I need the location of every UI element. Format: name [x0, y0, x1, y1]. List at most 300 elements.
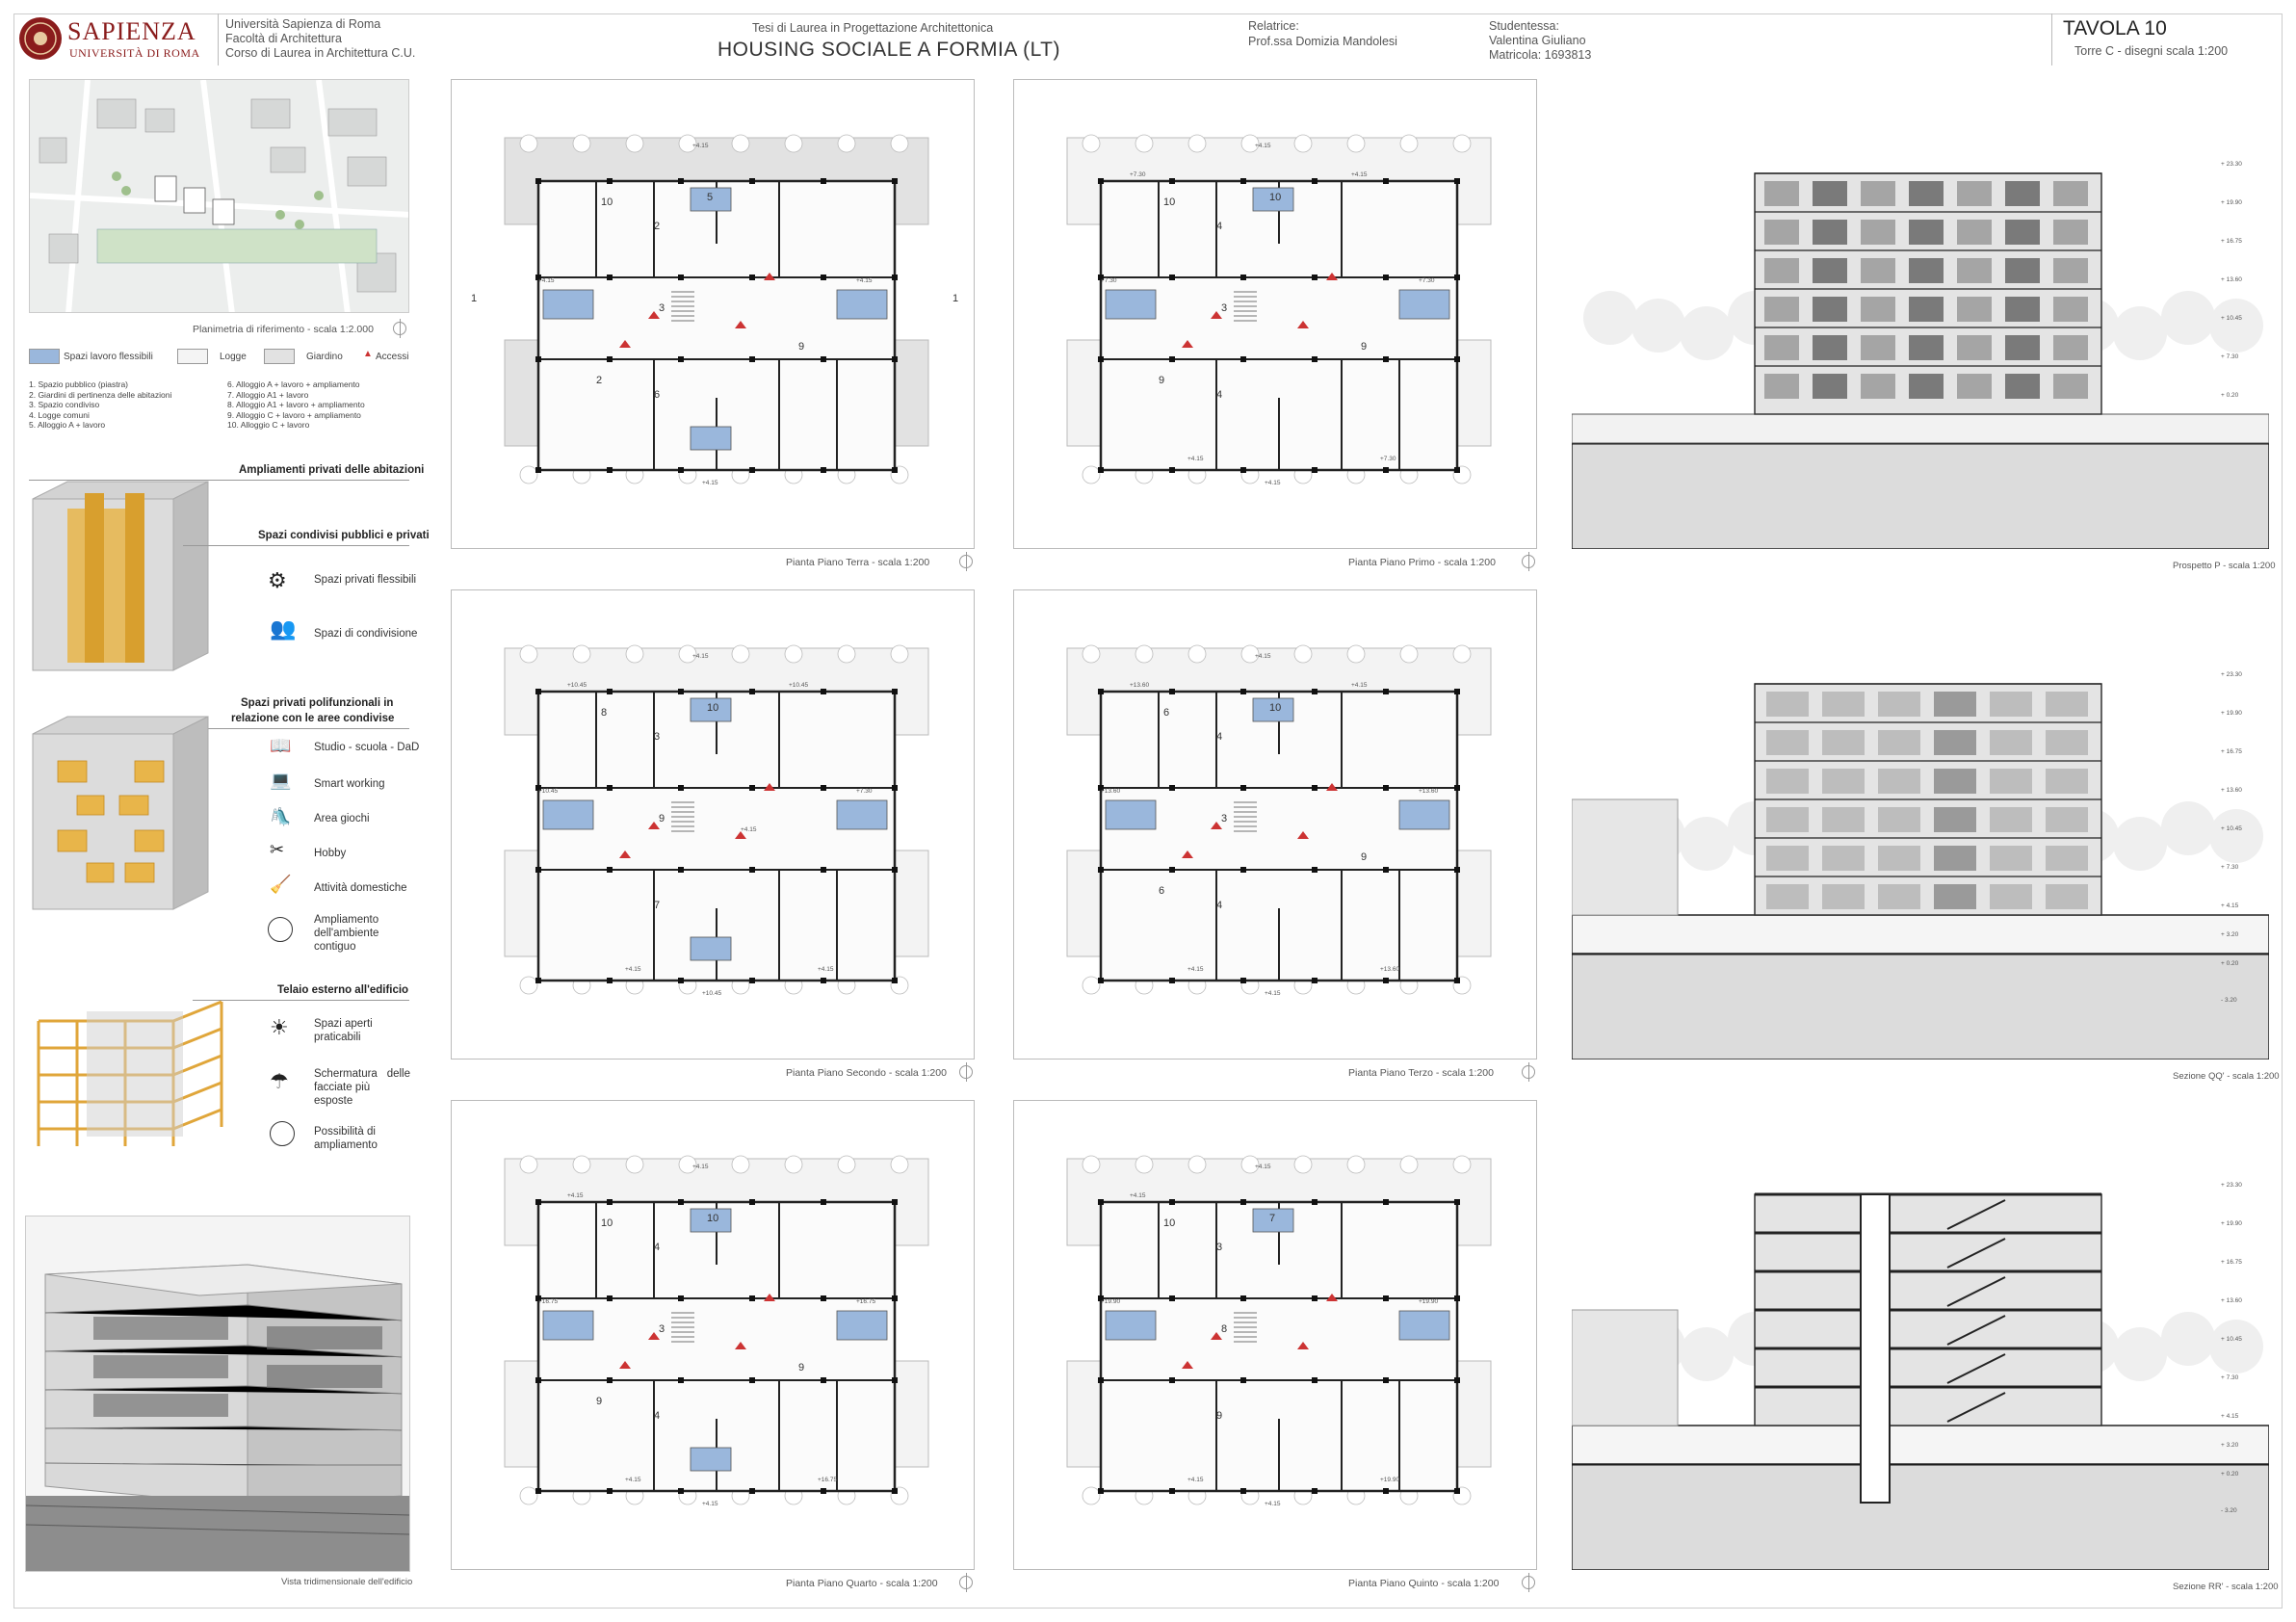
room-number: 3 — [1216, 1242, 1223, 1253]
university-seal-icon — [17, 15, 64, 62]
north-arrow-icon — [959, 1065, 973, 1079]
site-plan-drawing — [30, 80, 409, 313]
flexible-work-space — [837, 1311, 887, 1340]
structural-column — [1240, 785, 1246, 791]
level-mark: +4.15 — [692, 1164, 709, 1170]
structural-column — [1454, 1377, 1460, 1383]
legend-item: 2. Giardini di pertinenza delle abitazioni — [29, 389, 172, 400]
level-mark: +7.30 — [1130, 171, 1146, 178]
tree-canopy — [838, 645, 855, 663]
person-sun-icon: ☀ — [270, 1015, 289, 1039]
structural-column — [678, 1295, 684, 1301]
structural-column — [1383, 356, 1389, 362]
north-arrow-icon — [1522, 555, 1535, 568]
structural-column — [1383, 867, 1389, 873]
structural-column — [1169, 867, 1175, 873]
room-number: 9 — [659, 813, 665, 824]
room-number: 4 — [654, 1410, 661, 1422]
structural-column — [1312, 1377, 1318, 1383]
window — [1957, 374, 1992, 399]
housework-icon: 🧹 — [270, 875, 292, 894]
structural-column — [607, 467, 613, 473]
structural-column — [607, 275, 613, 280]
background-tree — [2113, 1327, 2167, 1381]
window — [2005, 181, 2040, 206]
structural-column — [1240, 689, 1246, 694]
structural-column — [1383, 275, 1389, 280]
structural-column — [821, 785, 826, 791]
structural-column — [749, 978, 755, 983]
structural-column — [1169, 1295, 1175, 1301]
structural-column — [678, 785, 684, 791]
render-caption: Vista tridimensionale dell'edificio — [281, 1577, 413, 1587]
flexible-work-space — [1399, 1311, 1449, 1340]
level-mark: +7.30 — [1419, 277, 1435, 284]
room-number: 10 — [707, 1213, 719, 1224]
level-mark: +16.75 — [538, 1298, 559, 1305]
diagram2-item: contiguo — [314, 941, 356, 953]
structural-column — [1383, 785, 1389, 791]
legend-item: 6. Alloggio A + lavoro + ampliamento — [227, 379, 360, 389]
structural-column — [1383, 467, 1389, 473]
level-mark: + 7.30 — [2221, 864, 2239, 871]
structural-column — [1454, 1199, 1460, 1205]
room-number: 8 — [1221, 1323, 1228, 1335]
window — [2046, 807, 2088, 832]
window — [1934, 846, 1976, 871]
legend-item: 4. Logge comuni — [29, 409, 90, 420]
room-number: 10 — [1163, 196, 1176, 208]
legend-item: 9. Alloggio C + lavoro + ampliamento — [227, 409, 361, 420]
structural-column — [1312, 1295, 1318, 1301]
tree-canopy — [1453, 645, 1471, 663]
structural-column — [1098, 178, 1104, 184]
tree-canopy — [1347, 645, 1365, 663]
tree-canopy — [732, 135, 749, 152]
window — [1957, 181, 1992, 206]
structural-column — [1454, 178, 1460, 184]
structural-column — [535, 867, 541, 873]
room-number: 10 — [1269, 192, 1282, 203]
level-mark: +13.60 — [1380, 966, 1400, 973]
room-number: 4 — [1216, 221, 1223, 232]
tree-canopy — [1400, 135, 1418, 152]
room-number: 4 — [654, 1242, 661, 1253]
window — [1990, 769, 2032, 794]
window — [1861, 335, 1895, 360]
section-caption: Sezione QQ' - scala 1:200 — [2173, 1071, 2280, 1082]
tree-canopy — [838, 1156, 855, 1173]
level-mark: - 3.20 — [2221, 997, 2237, 1004]
structural-column — [1312, 689, 1318, 694]
tree-canopy — [1400, 1156, 1418, 1173]
tree-canopy — [626, 1156, 643, 1173]
tree-canopy — [626, 645, 643, 663]
level-mark: +4.15 — [1265, 480, 1281, 486]
background-tree — [2209, 809, 2263, 863]
diagram2-item: Hobby — [314, 848, 347, 859]
room-number: 9 — [596, 1396, 603, 1407]
floor-plan-caption: Pianta Piano Primo - scala 1:200 — [1348, 557, 1496, 568]
structural-column — [1454, 356, 1460, 362]
sheet-subtitle: Torre C - disegni scala 1:200 — [2074, 44, 2229, 58]
student-label: Studentessa: — [1489, 19, 1559, 33]
structural-column — [892, 1488, 898, 1494]
background-tree — [2161, 801, 2215, 855]
level-mark: + 0.20 — [2221, 392, 2239, 399]
header-divider — [218, 13, 219, 65]
playground-icon: 🛝 — [270, 807, 292, 826]
level-mark: +4.15 — [1130, 1192, 1146, 1199]
thesis-kind: Tesi di Laurea in Progettazione Architettonica — [752, 21, 994, 35]
structural-column — [535, 978, 541, 983]
level-mark: + 10.45 — [2221, 315, 2242, 322]
background-tree — [1631, 299, 1685, 353]
level-mark: +16.75 — [856, 1298, 876, 1305]
basement — [1572, 443, 2269, 549]
structural-column — [1454, 689, 1460, 694]
tree-canopy — [1083, 135, 1100, 152]
structural-column — [1169, 1488, 1175, 1494]
structural-column — [1169, 785, 1175, 791]
tree-canopy — [1083, 977, 1100, 994]
structural-column — [1383, 689, 1389, 694]
room-number: 5 — [707, 192, 714, 203]
window — [1861, 181, 1895, 206]
structural-column — [1169, 689, 1175, 694]
structural-column — [892, 1295, 898, 1301]
window — [1813, 220, 1847, 245]
level-mark: +4.15 — [856, 277, 873, 284]
window — [2053, 335, 2088, 360]
level-mark: +19.90 — [1419, 1298, 1439, 1305]
tree-canopy — [520, 466, 537, 484]
level-mark: + 3.20 — [2221, 1442, 2239, 1449]
structural-column — [1383, 1295, 1389, 1301]
structural-column — [678, 867, 684, 873]
tree-canopy — [785, 645, 802, 663]
legend-item: 7. Alloggio A1 + lavoro — [227, 389, 309, 400]
legend-item: 8. Alloggio A1 + lavoro + ampliamento — [227, 400, 365, 409]
tree-canopy — [1453, 135, 1471, 152]
structural-column — [749, 356, 755, 362]
level-mark: +10.45 — [789, 682, 809, 689]
structural-column — [1240, 1377, 1246, 1383]
level-mark: + 16.75 — [2221, 238, 2242, 245]
window — [2005, 258, 2040, 283]
structural-column — [607, 1295, 613, 1301]
level-mark: - 3.20 — [2221, 1507, 2237, 1514]
level-mark: + 7.30 — [2221, 1374, 2239, 1381]
diagram3-item: Spazi aperti — [314, 1018, 373, 1030]
structural-column — [1169, 275, 1175, 280]
level-mark: +4.15 — [1265, 990, 1281, 997]
structural-column — [892, 275, 898, 280]
window — [2005, 374, 2040, 399]
flexible-work-space — [837, 290, 887, 319]
tree-canopy — [573, 1156, 590, 1173]
legend-swatch-giardino — [264, 349, 295, 364]
structural-column — [607, 1488, 613, 1494]
window — [1934, 884, 1976, 909]
house-expand-icon — [270, 1121, 295, 1146]
window — [1909, 374, 1944, 399]
floor-plan — [1013, 1100, 1537, 1570]
level-mark: + 0.20 — [2221, 1471, 2239, 1478]
room-number: 9 — [1361, 851, 1368, 863]
window — [2053, 220, 2088, 245]
structural-column — [1383, 978, 1389, 983]
window — [1764, 374, 1799, 399]
structural-column — [749, 1295, 755, 1301]
window — [1813, 297, 1847, 322]
window — [1990, 692, 2032, 717]
structural-column — [749, 785, 755, 791]
diagram2-drawing — [29, 713, 222, 925]
level-mark: + 13.60 — [2221, 787, 2242, 794]
flexible-work-space — [1106, 800, 1156, 829]
window — [1878, 846, 1920, 871]
legend-swatch-flex — [29, 349, 60, 364]
structural-column — [678, 178, 684, 184]
window — [2005, 335, 2040, 360]
basement — [1572, 954, 2269, 1060]
window — [2005, 220, 2040, 245]
level-mark: +13.60 — [1130, 682, 1150, 689]
floor-plan — [1013, 589, 1537, 1060]
structural-column — [1312, 1488, 1318, 1494]
structural-column — [1312, 178, 1318, 184]
structural-column — [678, 1199, 684, 1205]
structural-column — [1312, 867, 1318, 873]
level-mark: + 13.60 — [2221, 276, 2242, 283]
level-mark: +4.15 — [1351, 682, 1368, 689]
tree-canopy — [785, 1156, 802, 1173]
window — [1934, 769, 1976, 794]
window — [1909, 181, 1944, 206]
structural-column — [1169, 467, 1175, 473]
structural-column — [678, 467, 684, 473]
diagram2-title-a: Spazi privati polifunzionali in — [241, 697, 394, 709]
window — [1957, 220, 1992, 245]
room-number: 1 — [471, 293, 478, 304]
window — [1764, 335, 1799, 360]
structural-column — [1383, 178, 1389, 184]
structural-column — [749, 1377, 755, 1383]
legend-list-right — [227, 379, 365, 431]
structural-column — [1098, 978, 1104, 983]
structural-column — [892, 867, 898, 873]
room-number: 3 — [654, 731, 661, 743]
room-number: 3 — [1221, 813, 1228, 824]
laptop-icon: 💻 — [270, 771, 292, 790]
structural-column — [892, 178, 898, 184]
background-tree — [2161, 1312, 2215, 1366]
divider — [183, 545, 409, 546]
structural-column — [1240, 1295, 1246, 1301]
level-mark: +4.15 — [625, 966, 641, 973]
window — [1861, 258, 1895, 283]
window — [2046, 730, 2088, 755]
structural-column — [749, 467, 755, 473]
tree-canopy — [520, 645, 537, 663]
structural-column — [607, 1199, 613, 1205]
adjacent-building — [1572, 799, 1678, 915]
diagram2-item: Attività domestiche — [314, 882, 407, 894]
window — [1957, 335, 1992, 360]
room-number: 6 — [654, 389, 661, 401]
room-number: 4 — [1216, 389, 1223, 401]
structural-column — [821, 1488, 826, 1494]
legend-accessi-label: Accessi — [376, 352, 409, 362]
diagram2-item: Area giochi — [314, 813, 370, 824]
window — [1766, 730, 1809, 755]
level-mark: + 16.75 — [2221, 1259, 2242, 1266]
window — [2046, 692, 2088, 717]
flexible-work-space — [1399, 800, 1449, 829]
structural-column — [749, 689, 755, 694]
structural-column — [749, 1199, 755, 1205]
window — [2053, 258, 2088, 283]
room-number: 9 — [1159, 375, 1165, 386]
window — [1764, 181, 1799, 206]
tree-canopy — [1347, 135, 1365, 152]
university-line: Università Sapienza di Roma — [225, 17, 381, 31]
floor-plan — [451, 1100, 975, 1570]
floor-plan — [1013, 79, 1537, 549]
diagram3-item: Possibilità di — [314, 1126, 376, 1138]
tree-canopy — [1188, 645, 1206, 663]
structural-column — [821, 978, 826, 983]
window — [1909, 220, 1944, 245]
render-drawing — [26, 1216, 410, 1572]
floor-plan — [451, 589, 975, 1060]
diagram2-item: Smart working — [314, 778, 385, 790]
level-mark: + 4.15 — [2221, 1413, 2239, 1420]
level-mark: +4.15 — [538, 277, 555, 284]
site-plan — [29, 79, 409, 313]
structural-column — [892, 978, 898, 983]
level-mark: +4.15 — [1187, 1477, 1204, 1483]
structural-column — [1454, 1295, 1460, 1301]
level-mark: +19.90 — [1380, 1477, 1400, 1483]
structural-column — [607, 785, 613, 791]
structural-column — [607, 1377, 613, 1383]
window — [1878, 730, 1920, 755]
level-mark: + 19.90 — [2221, 710, 2242, 717]
tree-canopy — [891, 1156, 908, 1173]
tree-canopy — [1083, 645, 1100, 663]
tree-canopy — [1135, 645, 1153, 663]
basement — [1572, 1464, 2269, 1570]
room-number: 9 — [798, 1362, 805, 1373]
tree-canopy — [732, 645, 749, 663]
site-plan-caption: Planimetria di riferimento - scala 1:2.000 — [193, 324, 374, 335]
podium — [1572, 414, 2269, 443]
legend-swatch-logge — [177, 349, 208, 364]
structural-column — [821, 1377, 826, 1383]
background-tree — [1680, 817, 1734, 871]
expand-icon — [268, 917, 293, 942]
room-number: 10 — [1269, 702, 1282, 714]
window — [1934, 730, 1976, 755]
tree-canopy — [785, 135, 802, 152]
supervisor-name: Prof.ssa Domizia Mandolesi — [1248, 35, 1397, 48]
access-triangle-icon: ▲ — [363, 349, 373, 359]
diagram1-item: Spazi di condivisione — [314, 628, 418, 640]
structural-column — [821, 275, 826, 280]
structural-column — [1240, 1488, 1246, 1494]
structural-column — [1312, 1199, 1318, 1205]
diagram1-title: Ampliamenti privati delle abitazioni — [239, 464, 425, 476]
window — [1822, 846, 1865, 871]
umbrella-icon: ☂ — [270, 1069, 289, 1093]
window — [1822, 769, 1865, 794]
level-mark: +4.15 — [1187, 456, 1204, 462]
structural-column — [749, 867, 755, 873]
window — [1813, 258, 1847, 283]
room-number: 2 — [596, 375, 603, 386]
floor-plan-caption: Pianta Piano Terra - scala 1:200 — [786, 557, 930, 568]
level-mark: + 19.90 — [2221, 1220, 2242, 1227]
flexible-work-space — [1399, 290, 1449, 319]
structural-column — [892, 689, 898, 694]
structural-column — [1312, 467, 1318, 473]
room-number: 7 — [1269, 1213, 1276, 1224]
structural-column — [1169, 978, 1175, 983]
level-mark: +4.15 — [692, 143, 709, 149]
floor-plan — [451, 79, 975, 549]
window — [1813, 335, 1847, 360]
structural-column — [892, 785, 898, 791]
course-line: Corso di Laurea in Architettura C.U. — [225, 46, 416, 60]
diagram3-item: facciate più esposte — [314, 1082, 371, 1107]
structural-column — [821, 1295, 826, 1301]
window — [1990, 884, 2032, 909]
diagram1-subtitle: Spazi condivisi pubblici e privati — [258, 530, 430, 541]
level-mark: + 10.45 — [2221, 1336, 2242, 1343]
level-mark: +4.15 — [1265, 1501, 1281, 1507]
tree-canopy — [626, 135, 643, 152]
diagram3-frame-drawing — [29, 992, 260, 1156]
tree-canopy — [1083, 1156, 1100, 1173]
tree-canopy — [1400, 645, 1418, 663]
window — [1878, 769, 1920, 794]
room-number: 10 — [601, 1217, 613, 1229]
legend-item: 3. Spazio condiviso — [29, 400, 100, 409]
structural-column — [1098, 467, 1104, 473]
level-mark: +4.15 — [1187, 966, 1204, 973]
podium — [1572, 915, 2269, 954]
level-mark: +13.60 — [1419, 788, 1439, 795]
structural-column — [1454, 978, 1460, 983]
room-number: 3 — [659, 302, 665, 314]
level-mark: + 16.75 — [2221, 748, 2242, 755]
structural-column — [821, 178, 826, 184]
structural-column — [1240, 978, 1246, 983]
level-mark: + 3.20 — [2221, 931, 2239, 938]
study-icon: 📖 — [270, 736, 292, 755]
floor-plan-caption: Pianta Piano Terzo - scala 1:200 — [1348, 1067, 1494, 1079]
tree-canopy — [520, 135, 537, 152]
elevator-shaft — [1861, 1194, 1890, 1503]
background-tree — [2161, 291, 2215, 345]
people-icon: 👥 — [270, 616, 297, 641]
structural-column — [678, 978, 684, 983]
structural-column — [1240, 178, 1246, 184]
level-mark: +10.45 — [567, 682, 587, 689]
structural-column — [535, 1199, 541, 1205]
